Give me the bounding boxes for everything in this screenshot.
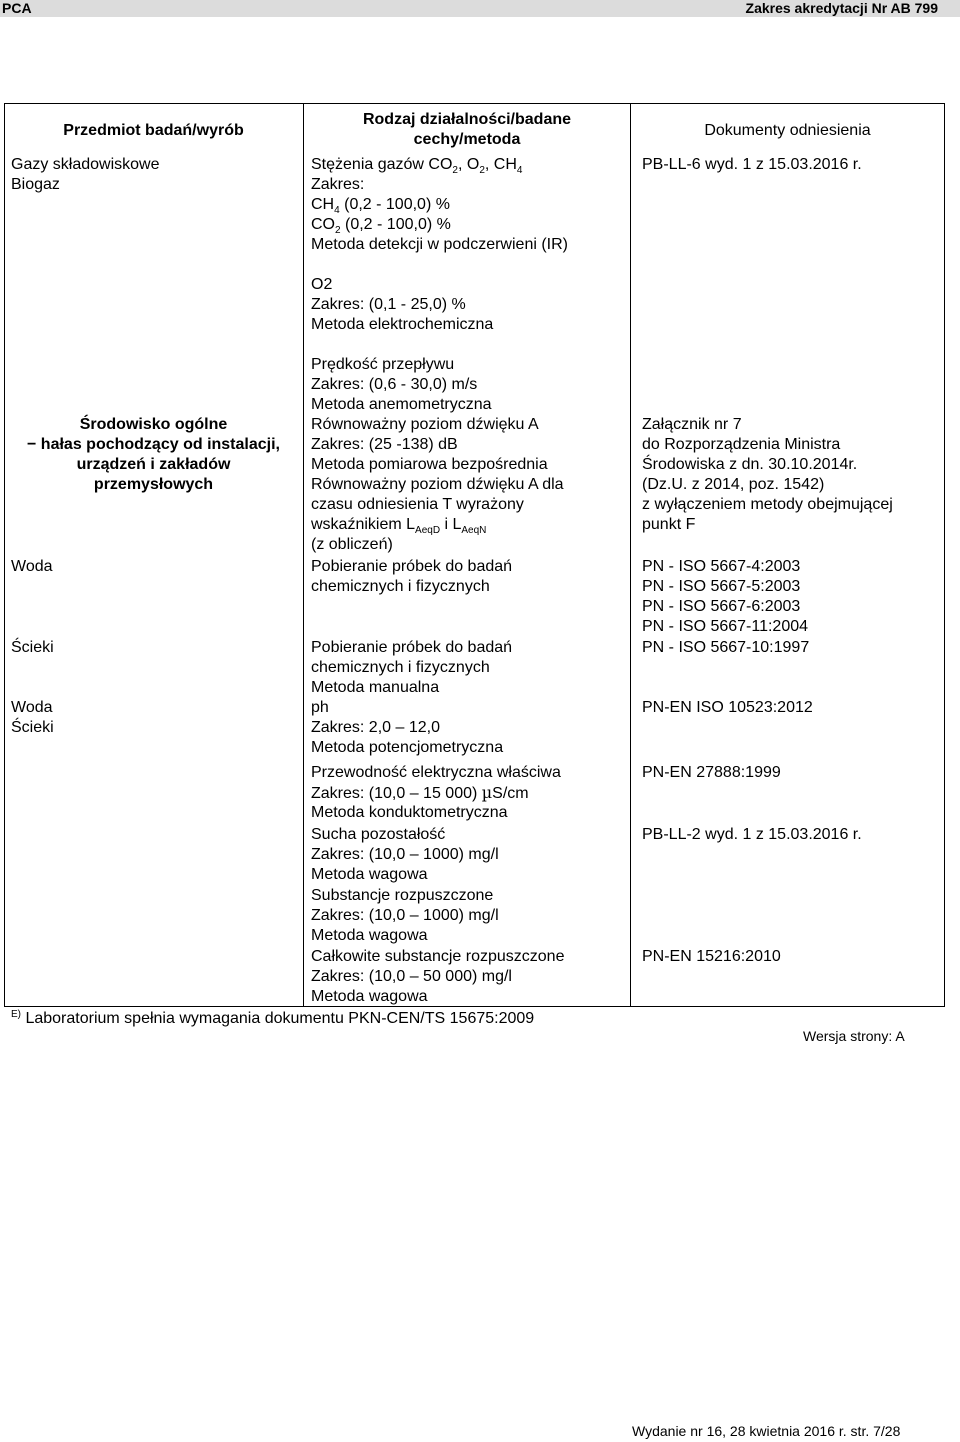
method-co2-range: $CO_2$ (0,2 - 100,0) % [311, 216, 451, 236]
method-dissolved-line: Metoda wagowa [311, 927, 428, 944]
method-noise-calc: (z obliczeń) [311, 536, 393, 553]
doc-gazy: PB-LL-6 wyd. 1 z 15.03.2016 r. [642, 156, 862, 173]
column-header-method-line2: cechy/metoda [413, 131, 521, 148]
method-ph-line: Zakres: 2,0 – 12,0 [311, 719, 440, 736]
subject-gazy-line: Gazy składowiskowe [11, 156, 160, 173]
header-right: Zakres akredytacji Nr AB 799 [745, 0, 938, 16]
footnote-text: Laboratorium spełnia wymagania dokumentu PKN-CEN/TS 15675:2009 [21, 1010, 535, 1027]
header-left: PCA [2, 0, 32, 16]
page-header [0, 0, 960, 17]
column-separator [303, 103, 304, 1007]
footnote-marker: E) [11, 1009, 21, 1020]
footnote [11, 1009, 534, 1031]
subject-srodowisko-line: urządzeń i zakładów [76, 456, 231, 473]
subject-gazy-line: Biogaz [11, 176, 60, 193]
method-dry-residue-line: Metoda wagowa [311, 866, 428, 883]
method-conductivity-title: Przewodność elektryczna właściwa [311, 764, 561, 781]
method-noise-line: Zakres: (25 -138) dB [311, 436, 458, 453]
method-sampling-woda-line: chemicznych i fizycznych [311, 578, 490, 595]
doc-woda-line: PN - ISO 5667-11:2004 [642, 618, 809, 635]
subject-srodowisko-line: Środowisko ogólne [79, 416, 228, 433]
method-zakres-label: Zakres: [311, 176, 365, 193]
method-ph-line: ph [311, 699, 329, 716]
doc-conductivity: PN-EN 27888:1999 [642, 764, 781, 781]
subject-woda-scieki-line: Woda [11, 699, 53, 716]
subject-woda: Woda [11, 558, 53, 575]
method-flow-line: Metoda anemometryczna [311, 396, 492, 413]
doc-noise-line: do Rozporządzenia Ministra [642, 436, 841, 453]
doc-noise-line: Załącznik nr 7 [642, 416, 742, 433]
method-ir: Metoda detekcji w podczerwieni (IR) [311, 236, 568, 253]
method-sampling-scieki-line: Pobieranie próbek do badań [311, 639, 513, 656]
method-o2-line: O2 [311, 276, 333, 293]
method-dry-residue-line: Sucha pozostałość [311, 826, 446, 843]
method-noise-line: Równoważny poziom dźwięku A dla [311, 476, 564, 493]
method-sampling-scieki-line: Metoda manualna [311, 679, 440, 696]
column-separator [630, 103, 631, 1007]
method-total-dissolved-line: Zakres: (10,0 – 50 000) mg/l [311, 968, 512, 985]
column-header-method-line1: Rodzaj działalności/badane [362, 111, 572, 128]
doc-dry-residue: PB-LL-2 wyd. 1 z 15.03.2016 r. [642, 826, 862, 843]
doc-noise-line: z wyłączeniem metody obejmującej [642, 496, 893, 513]
method-noise-line: Równoważny poziom dźwięku A [311, 416, 539, 433]
doc-woda-line: PN - ISO 5667-6:2003 [642, 598, 801, 615]
method-dissolved-line: Zakres: (10,0 – 1000) mg/l [311, 907, 499, 924]
method-ch4-range: $CH_4$ (0,2 - 100,0) % [311, 196, 450, 216]
method-ph-line: Metoda potencjometryczna [311, 739, 504, 756]
doc-woda-line: PN - ISO 5667-4:2003 [642, 558, 801, 575]
subject-woda-scieki-line: Ścieki [11, 719, 54, 736]
doc-woda-line: PN - ISO 5667-5:2003 [642, 578, 801, 595]
doc-noise-line: punkt F [642, 516, 696, 533]
method-noise-line: Metoda pomiarowa bezpośrednia [311, 456, 548, 473]
doc-noise-line: Środowiska z dn. 30.10.2014r. [642, 456, 858, 473]
doc-noise-line: (Dz.U. z 2014, poz. 1542) [642, 476, 825, 493]
doc-scieki: PN - ISO 5667-10:1997 [642, 639, 810, 656]
subject-scieki: Ścieki [11, 639, 54, 656]
doc-ph: PN-EN ISO 10523:2012 [642, 699, 813, 716]
method-total-dissolved-line: Metoda wagowa [311, 988, 428, 1005]
method-sampling-woda-line: Pobieranie próbek do badań [311, 558, 513, 575]
method-o2-line: Zakres: (0,1 - 25,0) % [311, 296, 466, 313]
method-conductivity-range: Zakres: (10,0 – 15 000) µS/cm [311, 783, 529, 802]
page-footer: Wydanie nr 16, 28 kwietnia 2016 r. str. 7/28 [632, 1423, 901, 1439]
doc-total-dissolved: PN-EN 15216:2010 [642, 948, 781, 965]
method-flow-line: Prędkość przepływu [311, 356, 455, 373]
subject-srodowisko-line: − hałas pochodzący od instalacji, [27, 436, 280, 453]
subject-srodowisko-line: przemysłowych [93, 476, 214, 493]
method-dry-residue-line: Zakres: (10,0 – 1000) mg/l [311, 846, 499, 863]
method-total-dissolved-line: Całkowite substancje rozpuszczone [311, 948, 565, 965]
page-version: Wersja strony: A [803, 1028, 905, 1044]
method-flow-line: Zakres: (0,6 - 30,0) m/s [311, 376, 478, 393]
method-noise-index: wskaźnikiem $L_{AeqD}$ i $L_{AeqN}$ [311, 516, 487, 536]
method-gas-concentrations: Stężenia gazów $CO_2$, $O_2$, $CH_4$ [311, 156, 523, 176]
method-o2-line: Metoda elektrochemiczna [311, 316, 494, 333]
method-dissolved-line: Substancje rozpuszczone [311, 887, 494, 904]
method-sampling-scieki-line: chemicznych i fizycznych [311, 659, 490, 676]
method-conductivity-method: Metoda konduktometryczna [311, 804, 508, 821]
column-header-documents: Dokumenty odniesienia [704, 122, 871, 139]
method-noise-line: czasu odniesienia T wyrażony [311, 496, 524, 513]
column-header-subject: Przedmiot badań/wyrób [63, 122, 244, 139]
